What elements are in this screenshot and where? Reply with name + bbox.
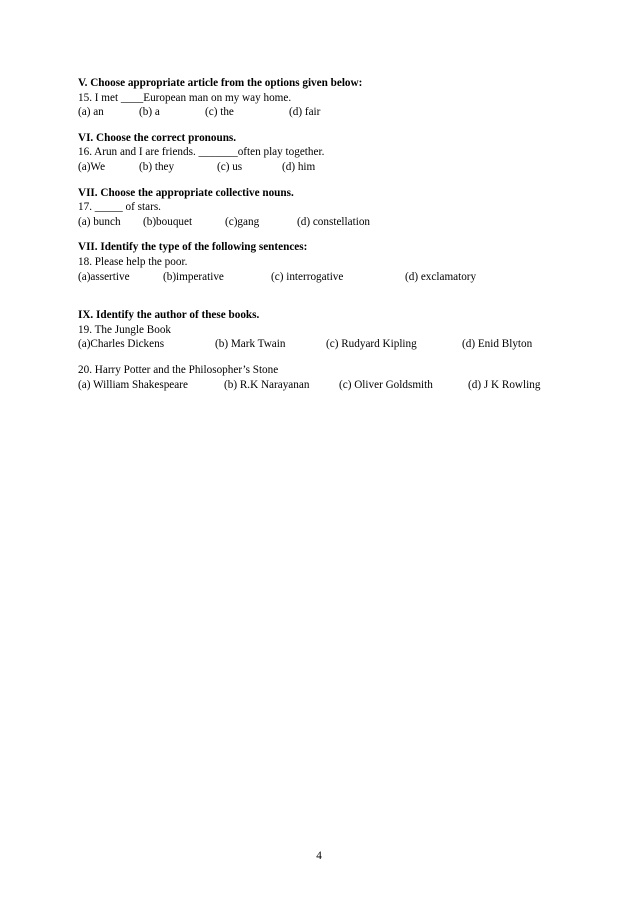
question-20: 20. Harry Potter and the Philosopher’s Stone [78, 363, 279, 376]
options-16 [78, 160, 598, 175]
section-collective-nouns [78, 186, 598, 230]
section-articles [78, 76, 598, 120]
options-19 [78, 337, 598, 352]
options-20 [78, 378, 598, 393]
question-16: 16. Arun and I are friends. _______often play together. [78, 146, 325, 159]
option-a: (a) William Shakespeare [78, 378, 188, 391]
page-number: 4 [316, 850, 322, 862]
question-18: 18. Please help the poor. [78, 255, 188, 268]
section-heading: VI. Choose the correct pronouns. [78, 131, 237, 144]
section-authors [78, 308, 598, 392]
option-d: (d) J K Rowling [468, 378, 541, 391]
option-b: (b) R.K Narayanan [224, 378, 310, 391]
option-a: (a)We [78, 160, 106, 173]
worksheet-content [78, 76, 598, 403]
section-pronouns [78, 131, 598, 175]
option-d: (d) him [282, 160, 316, 173]
options-18 [78, 270, 598, 285]
option-a: (a) bunch [78, 215, 121, 228]
option-b: (b) they [139, 160, 175, 173]
option-c: (c) Rudyard Kipling [326, 338, 417, 351]
option-d: (d) exclamatory [405, 270, 477, 283]
option-c: (c) interrogative [271, 270, 344, 283]
option-d: (d) constellation [297, 215, 371, 228]
option-a: (a)Charles Dickens [78, 338, 165, 351]
section-sentence-types [78, 240, 598, 284]
option-b: (b)bouquet [143, 215, 193, 228]
option-a: (a) an [78, 106, 104, 119]
options-15 [78, 105, 598, 120]
option-c: (c)gang [225, 215, 260, 228]
option-c: (c) us [217, 160, 243, 173]
option-d: (d) Enid Blyton [462, 338, 533, 351]
option-d: (d) fair [289, 106, 321, 119]
option-c: (c) Oliver Goldsmith [339, 378, 433, 391]
section-heading: V. Choose appropriate article from the options given below: [78, 77, 363, 89]
question-15: 15. I met ____European man on my way home. [78, 91, 292, 104]
question-19: 19. The Jungle Book [78, 323, 172, 336]
option-a: (a)assertive [78, 270, 130, 283]
option-b: (b) a [139, 106, 160, 119]
section-heading: VII. Identify the type of the following sentences: [78, 241, 308, 254]
section-heading: VII. Choose the appropriate collective nouns. [78, 186, 294, 199]
section-heading: IX. Identify the author of these books. [78, 309, 260, 322]
option-b: (b) Mark Twain [215, 338, 286, 351]
option-c: (c) the [205, 106, 234, 119]
option-b: (b)imperative [163, 270, 224, 283]
options-17 [78, 215, 598, 230]
question-17: 17. _____ of stars. [78, 201, 161, 214]
